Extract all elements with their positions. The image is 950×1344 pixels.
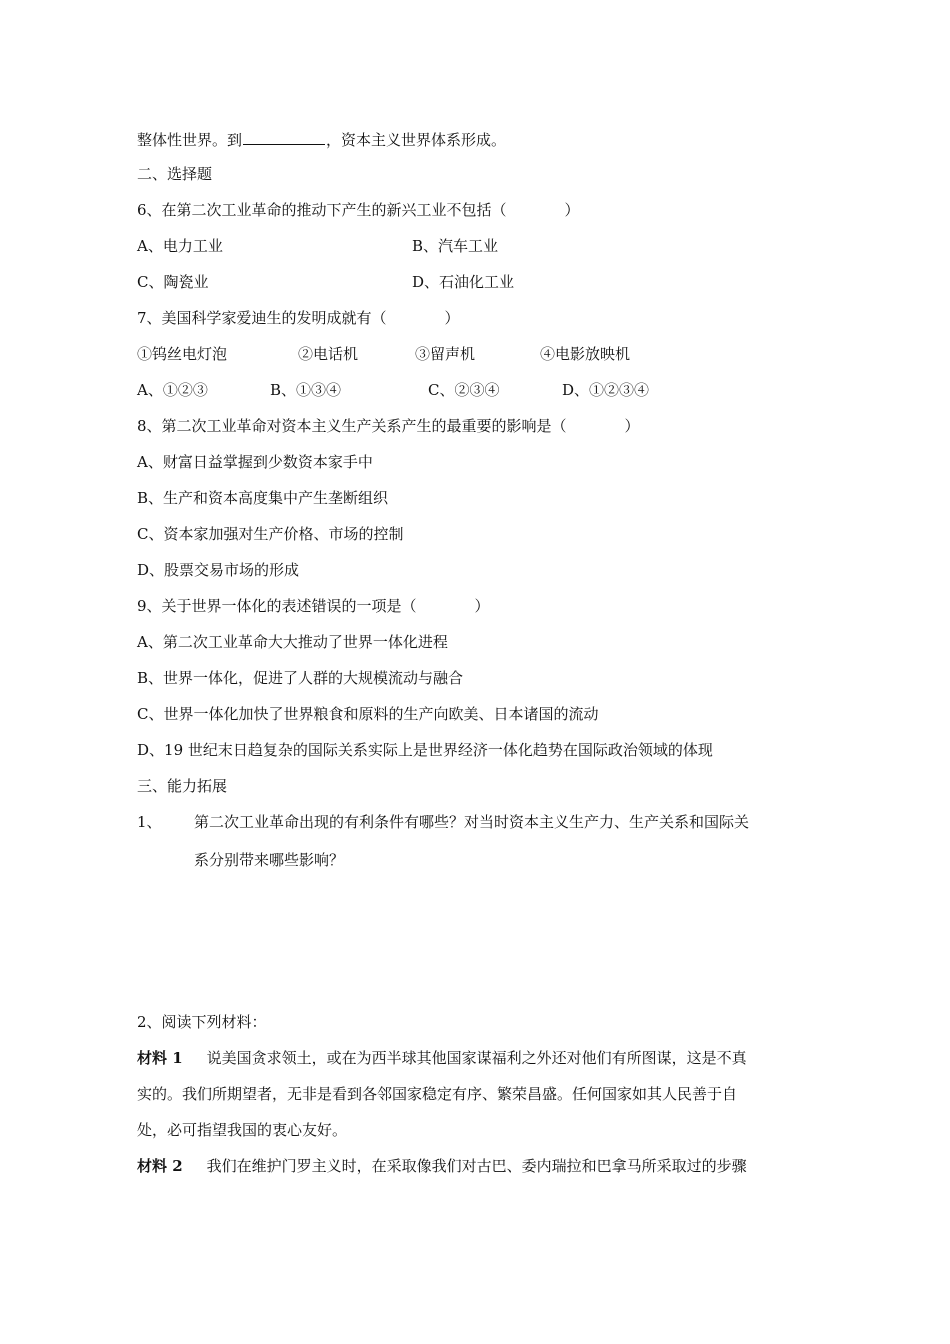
question-8-option-d: D、股票交易市场的形成: [137, 561, 300, 579]
question-9-option-a: A、第二次工业革命大大推动了世界一体化进程: [137, 633, 448, 651]
question-9-stem: [137, 596, 490, 616]
question-7-item-1: ①钨丝电灯泡: [137, 345, 228, 363]
material-2-text: 我们在维护门罗主义时，在采取像我们对古巴、委内瑞拉和巴拿马所采取过的步骤: [206, 1157, 747, 1175]
question-6-text: 6、在第二次工业革命的推动下产生的新兴工业不包括（: [137, 201, 507, 219]
question-6-option-d: D、石油化工业: [412, 273, 515, 291]
question-7-item-4: ④电影放映机: [540, 345, 631, 363]
extension-1-number: 1、: [137, 813, 162, 831]
question-6-option-c: C、陶瓷业: [137, 273, 209, 291]
question-8-option-c: C、资本家加强对生产价格、市场的控制: [137, 525, 404, 543]
intro-text-before: 整体性世界。到: [137, 131, 243, 149]
question-8-text: 8、第二次工业革命对资本主义生产关系产生的最重要的影响是（: [137, 417, 567, 435]
material-1-line-3: 处，必可指望我国的衷心友好。: [137, 1121, 348, 1139]
close-paren: ）: [564, 201, 580, 219]
question-7-option-d: D、①②③④: [562, 381, 650, 399]
question-8-stem: [137, 416, 640, 436]
material-2-line-1: [137, 1156, 747, 1176]
question-6-stem: [137, 200, 580, 220]
extension-1-line-1: 第二次工业革命出现的有利条件有哪些？对当时资本主义生产力、生产关系和国际关: [194, 813, 750, 831]
intro-line: [137, 128, 506, 150]
question-7-item-3: ③留声机: [415, 345, 476, 363]
question-7-option-b: B、①③④: [270, 381, 342, 399]
extension-2-title: 2、阅读下列材料：: [137, 1013, 267, 1031]
material-1-line-2: 实的。我们所期望者，无非是看到各邻国家稳定有序、繁荣昌盛。任何国家如其人民善于自: [137, 1085, 738, 1103]
question-9-option-c: C、世界一体化加快了世界粮食和原料的生产向欧美、日本诸国的流动: [137, 705, 599, 723]
material-2-label: 材料 2: [137, 1157, 183, 1175]
material-1-text: 说美国贪求领土，或在为西半球其他国家谋福利之外还对他们有所图谋，这是不真: [206, 1049, 747, 1067]
section-2-title: 二、选择题: [137, 165, 213, 183]
question-7-stem: [137, 308, 460, 328]
close-paren: ）: [444, 309, 460, 327]
question-9-option-d: D、19 世纪末日趋复杂的国际关系实际上是世界经济一体化趋势在国际政治领域的体现: [137, 741, 713, 759]
close-paren: ）: [624, 417, 640, 435]
question-7-option-a: A、①②③: [137, 381, 208, 399]
question-9-text: 9、关于世界一体化的表述错误的一项是（: [137, 597, 417, 615]
fill-in-blank[interactable]: [243, 128, 325, 145]
question-7-option-c: C、②③④: [428, 381, 500, 399]
extension-1-line-2: 系分别带来哪些影响？: [194, 851, 345, 869]
material-1-label: 材料 1: [137, 1049, 183, 1067]
question-7-text: 7、美国科学家爱迪生的发明成就有（: [137, 309, 387, 327]
question-7-item-2: ②电话机: [298, 345, 359, 363]
section-3-title: 三、能力拓展: [137, 777, 228, 795]
question-8-option-a: A、财富日益掌握到少数资本家手中: [137, 453, 373, 471]
material-1-line-1: [137, 1048, 747, 1068]
question-9-option-b: B、世界一体化，促进了人群的大规模流动与融合: [137, 669, 464, 687]
question-6-option-a: A、电力工业: [137, 237, 223, 255]
question-6-option-b: B、汽车工业: [412, 237, 499, 255]
close-paren: ）: [474, 597, 490, 615]
intro-text-after: ，资本主义世界体系形成。: [326, 131, 507, 149]
question-8-option-b: B、生产和资本高度集中产生垄断组织: [137, 489, 389, 507]
